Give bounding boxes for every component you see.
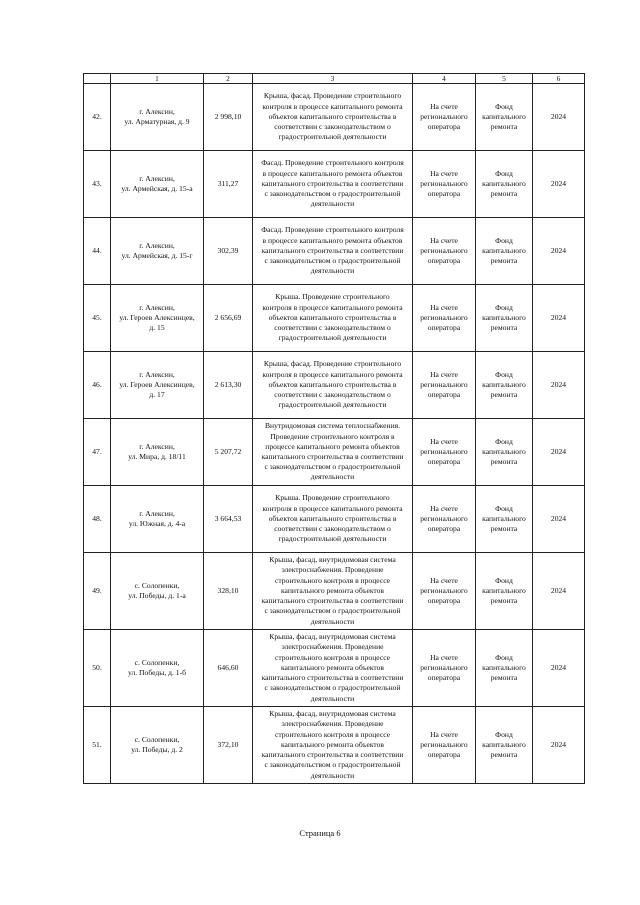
funding-source-cell <box>413 630 476 707</box>
work-description-cell-line: Крыша, фасад. Проведение строительного <box>263 91 402 101</box>
work-description-cell-line: капитального строительства в соответствии <box>261 245 404 255</box>
fund-cell-line: ремонта <box>490 323 518 333</box>
address-cell <box>111 352 204 419</box>
funding-source-cell-line: оператора <box>427 524 461 534</box>
work-description-cell-line: капитального ремонта объектов <box>280 739 385 749</box>
address-cell <box>111 630 204 707</box>
fund-cell-line: Фонд <box>495 575 513 585</box>
row-number: 45. <box>84 285 111 352</box>
work-description-cell-line: с законодательством о градостроительной <box>264 462 401 472</box>
funding-source-cell-line: регионального <box>420 446 468 456</box>
funding-source-cell-line: На счете <box>430 729 458 739</box>
work-description-cell-line: Фасад. Проведение строительного контроля <box>261 158 404 168</box>
fund-cell <box>476 352 533 419</box>
fund-cell-line: Фонд <box>495 302 513 312</box>
work-description-cell-line: Крыша, фасад, внутридомовая система <box>269 709 396 719</box>
row-number: 46. <box>84 352 111 419</box>
table-row <box>84 84 585 151</box>
funding-source-cell-line: оператора <box>427 390 461 400</box>
work-description-cell-line: с законодательством о градостроительной <box>264 256 401 266</box>
address-cell-line: ул. Героев Алексинцев, <box>119 312 195 322</box>
work-description-cell-line: с законодательством о градостроительной <box>264 189 401 199</box>
header-cell: 1 <box>111 74 204 84</box>
header-cell: 2 <box>204 74 253 84</box>
work-description-cell-line: деятельности <box>310 472 355 482</box>
work-description-cell-line: Крыша, фасад, внутридомовая система <box>269 632 396 642</box>
work-description-cell-line: объектов капитального строительства в <box>268 379 397 389</box>
work-description-cell-line: капитального строительства в соответствии <box>261 673 404 683</box>
funding-source-cell-line: оператора <box>427 457 461 467</box>
work-description-cell <box>253 486 413 553</box>
funding-source-cell-line: оператора <box>427 596 461 606</box>
work-description-cell-line: градостроительной деятельности <box>278 333 387 343</box>
address-cell-line: с. Солопенки, <box>134 734 180 744</box>
year-cell: 2024 <box>533 707 585 784</box>
year-cell: 2024 <box>533 151 585 218</box>
row-number: 42. <box>84 84 111 151</box>
year-cell: 2024 <box>533 630 585 707</box>
funding-source-cell-line: регионального <box>420 662 468 672</box>
work-description-cell <box>253 630 413 707</box>
work-description-cell-line: Фасад. Проведение строительного контроля <box>261 225 404 235</box>
fund-cell-line: капитального <box>482 245 526 255</box>
funding-source-cell-line: На счете <box>430 302 458 312</box>
cost-cell: 372,10 <box>204 707 253 784</box>
work-description-cell-line: соответствии с законодательством о <box>274 323 391 333</box>
table-row <box>84 707 585 784</box>
address-cell <box>111 84 204 151</box>
fund-cell-line: капитального <box>482 379 526 389</box>
work-description-cell-line: строительного контроля в процессе <box>274 575 391 585</box>
work-description-cell-line: контроля в процессе капитального ремонта <box>262 302 403 312</box>
address-cell-line: ул. Победы, д. 1-б <box>128 668 186 677</box>
address-cell-line: ул. Южная, д. 4-а <box>128 519 186 528</box>
fund-cell <box>476 84 533 151</box>
row-number: 43. <box>84 151 111 218</box>
works-table <box>83 73 585 784</box>
work-description-cell-line: с законодательством о градостроительной <box>264 760 401 770</box>
fund-cell-line: Фонд <box>495 101 513 111</box>
row-number: 51. <box>84 707 111 784</box>
funding-source-cell-line: На счете <box>430 503 458 513</box>
funding-source-cell-line: оператора <box>427 256 461 266</box>
cost-cell: 2 998,10 <box>204 84 253 151</box>
address-cell <box>111 218 204 285</box>
fund-cell <box>476 553 533 630</box>
work-description-cell-line: объектов капитального строительства в <box>268 111 397 121</box>
fund-cell-line: капитального <box>482 662 526 672</box>
year-cell: 2024 <box>533 285 585 352</box>
table-row <box>84 218 585 285</box>
address-cell-line: ул. Арматурная, д. 9 <box>124 117 190 126</box>
table-row <box>84 630 585 707</box>
address-cell <box>111 553 204 630</box>
fund-cell-line: ремонта <box>490 750 518 760</box>
table-row <box>84 419 585 486</box>
address-cell-line: ул. Героев Алексинцев, <box>119 379 195 389</box>
header-cell: 4 <box>413 74 476 84</box>
work-description-cell-line: градостроительной деятельности <box>278 534 387 544</box>
funding-source-cell <box>413 352 476 419</box>
funding-source-cell <box>413 151 476 218</box>
address-cell-line: г. Алексин, <box>139 369 175 379</box>
cost-cell: 302,39 <box>204 218 253 285</box>
fund-cell <box>476 285 533 352</box>
work-description-cell-line: в процессе капитального ремонта объектов <box>262 235 403 245</box>
fund-cell <box>476 486 533 553</box>
cost-cell: 328,10 <box>204 553 253 630</box>
year-cell: 2024 <box>533 419 585 486</box>
funding-source-cell <box>413 553 476 630</box>
address-cell-line: д. 15 <box>149 323 165 333</box>
funding-source-cell-line: оператора <box>427 189 461 199</box>
funding-source-cell-line: регионального <box>420 513 468 523</box>
fund-cell-line: ремонта <box>490 390 518 400</box>
fund-cell-line: Фонд <box>495 235 513 245</box>
work-description-cell <box>253 84 413 151</box>
header-row <box>84 74 585 84</box>
funding-source-cell <box>413 218 476 285</box>
funding-source-cell-line: На счете <box>430 101 458 111</box>
fund-cell-line: ремонта <box>490 524 518 534</box>
header-cell: 6 <box>533 74 585 84</box>
address-cell-line: ул. Армейская, д. 15-а <box>121 184 193 193</box>
funding-source-cell-line: оператора <box>427 323 461 333</box>
fund-cell-line: капитального <box>482 585 526 595</box>
work-description-cell-line: процессе капитального ремонта объектов <box>265 441 400 451</box>
row-number: 44. <box>84 218 111 285</box>
work-description-cell-line: электроснабжения. Проведение <box>281 719 384 729</box>
work-description-cell-line: деятельности <box>310 266 355 276</box>
funding-source-cell <box>413 486 476 553</box>
work-description-cell <box>253 285 413 352</box>
address-cell-line: г. Алексин, <box>139 441 175 451</box>
work-description-cell-line: Крыша, фасад. Проведение строительного <box>263 359 402 369</box>
work-description-cell-line: деятельности <box>310 616 355 626</box>
work-description-cell-line: капитального ремонта объектов <box>280 662 385 672</box>
work-description-cell-line: электроснабжения. Проведение <box>281 565 384 575</box>
cost-cell: 2 613,30 <box>204 352 253 419</box>
fund-cell-line: ремонта <box>490 673 518 683</box>
fund-cell-line: капитального <box>482 111 526 121</box>
address-cell-line: ул. Армейская, д. 15-г <box>121 251 193 260</box>
work-description-cell-line: капитального строительства в соответствии <box>261 750 404 760</box>
funding-source-cell-line: На счете <box>430 652 458 662</box>
address-cell-line: с. Солопенки, <box>134 657 180 667</box>
work-description-cell-line: капитального строительства в соответствии <box>261 596 404 606</box>
funding-source-cell-line: На счете <box>430 168 458 178</box>
work-description-cell-line: соответствии с законодательством о <box>274 122 391 132</box>
funding-source-cell-line: оператора <box>427 750 461 760</box>
funding-source-cell <box>413 84 476 151</box>
address-cell-line: ул. Победы, д. 1-а <box>128 591 186 600</box>
fund-cell <box>476 151 533 218</box>
year-cell: 2024 <box>533 486 585 553</box>
work-description-cell-line: объектов капитального строительства в <box>268 513 397 523</box>
work-description-cell-line: капитального строительства в соответствии <box>261 178 404 188</box>
funding-source-cell-line: регионального <box>420 585 468 595</box>
funding-source-cell-line: регионального <box>420 312 468 322</box>
work-description-cell <box>253 707 413 784</box>
fund-cell-line: Фонд <box>495 503 513 513</box>
funding-source-cell-line: регионального <box>420 379 468 389</box>
address-cell-line: г. Алексин, <box>139 173 175 183</box>
header-cell-blank <box>84 74 111 84</box>
fund-cell-line: капитального <box>482 312 526 322</box>
fund-cell <box>476 419 533 486</box>
fund-cell-line: ремонта <box>490 122 518 132</box>
work-description-cell-line: деятельности <box>310 199 355 209</box>
address-cell-line: с. Солопенки, <box>134 580 180 590</box>
funding-source-cell-line: регионального <box>420 111 468 121</box>
row-number: 49. <box>84 553 111 630</box>
work-description-cell-line: градостроительной деятельности <box>278 400 387 410</box>
funding-source-cell-line: регионального <box>420 178 468 188</box>
address-cell <box>111 707 204 784</box>
address-cell-line: ул. Мира, д. 18/11 <box>128 452 186 461</box>
work-description-cell-line: соответствии с законодательством о <box>274 524 391 534</box>
header-cell: 3 <box>253 74 413 84</box>
work-description-cell-line: Крыша. Проведение строительного <box>275 292 390 302</box>
work-description-cell <box>253 553 413 630</box>
funding-source-cell <box>413 707 476 784</box>
funding-source-cell-line: оператора <box>427 122 461 132</box>
fund-cell-line: ремонта <box>490 189 518 199</box>
address-cell-line: г. Алексин, <box>139 106 175 116</box>
address-cell-line: ул. Победы, д. 2 <box>131 745 183 754</box>
work-description-cell-line: строительного контроля в процессе <box>274 652 391 662</box>
cost-cell: 311,27 <box>204 151 253 218</box>
table-row <box>84 285 585 352</box>
work-description-cell-line: строительного контроля в процессе <box>274 729 391 739</box>
fund-cell-line: Фонд <box>495 168 513 178</box>
cost-cell: 2 656,69 <box>204 285 253 352</box>
work-description-cell-line: деятельности <box>310 693 355 703</box>
address-cell-line: г. Алексин, <box>139 508 175 518</box>
address-cell <box>111 419 204 486</box>
funding-source-cell-line: оператора <box>427 673 461 683</box>
work-description-cell-line: капитального строительства в соответствии <box>261 452 404 461</box>
cost-cell: 5 207,72 <box>204 419 253 486</box>
work-description-cell-line: в процессе капитального ремонта объектов <box>262 168 403 178</box>
work-description-cell-line: Проведение строительного контроля в <box>270 431 395 441</box>
work-description-cell <box>253 151 413 218</box>
work-description-cell-line: электроснабжения. Проведение <box>281 642 384 652</box>
work-description-cell-line: Внутридомовая система теплоснабжения. <box>264 421 401 431</box>
work-description-cell-line: контроля в процессе капитального ремонта <box>262 369 403 379</box>
fund-cell <box>476 707 533 784</box>
address-cell-line: г. Алексин, <box>139 302 175 312</box>
work-description-cell <box>253 419 413 486</box>
work-description-cell-line: деятельности <box>310 770 355 780</box>
fund-cell <box>476 218 533 285</box>
fund-cell-line: Фонд <box>495 369 513 379</box>
fund-cell-line: Фонд <box>495 436 513 446</box>
funding-source-cell-line: регионального <box>420 739 468 749</box>
work-description-cell-line: с законодательством о градостроительной <box>264 683 401 693</box>
fund-cell-line: Фонд <box>495 729 513 739</box>
work-description-cell-line: контроля в процессе капитального ремонта <box>262 503 403 513</box>
work-description-cell-line: капитального ремонта объектов <box>280 585 385 595</box>
funding-source-cell <box>413 419 476 486</box>
work-description-cell-line: градостроительной деятельности <box>278 132 387 142</box>
cost-cell: 3 664,53 <box>204 486 253 553</box>
work-description-cell-line: Крыша. Проведение строительного <box>275 493 390 503</box>
work-description-cell-line: Крыша, фасад, внутридомовая система <box>269 555 396 565</box>
funding-source-cell-line: На счете <box>430 436 458 446</box>
funding-source-cell-line: На счете <box>430 369 458 379</box>
row-number: 48. <box>84 486 111 553</box>
row-number: 47. <box>84 419 111 486</box>
year-cell: 2024 <box>533 553 585 630</box>
address-cell <box>111 151 204 218</box>
year-cell: 2024 <box>533 84 585 151</box>
address-cell <box>111 486 204 553</box>
funding-source-cell-line: На счете <box>430 235 458 245</box>
work-description-cell-line: соответствии с законодательством о <box>274 390 391 400</box>
funding-source-cell <box>413 285 476 352</box>
address-cell <box>111 285 204 352</box>
address-cell-line: г. Алексин, <box>139 240 175 250</box>
fund-cell-line: капитального <box>482 513 526 523</box>
year-cell: 2024 <box>533 352 585 419</box>
work-description-cell-line: объектов капитального строительства в <box>268 312 397 322</box>
fund-cell-line: капитального <box>482 739 526 749</box>
funding-source-cell-line: регионального <box>420 245 468 255</box>
table-row <box>84 151 585 218</box>
work-description-cell-line: контроля в процессе капитального ремонта <box>262 101 403 111</box>
table-row <box>84 486 585 553</box>
page-footer: Страница 6 <box>299 828 341 838</box>
header-cell: 5 <box>476 74 533 84</box>
cost-cell: 646,60 <box>204 630 253 707</box>
work-description-cell <box>253 218 413 285</box>
work-description-cell-line: с законодательством о градостроительной <box>264 606 401 616</box>
table-row <box>84 352 585 419</box>
fund-cell-line: ремонта <box>490 457 518 467</box>
year-cell: 2024 <box>533 218 585 285</box>
fund-cell-line: ремонта <box>490 256 518 266</box>
row-number: 50. <box>84 630 111 707</box>
address-cell-line: д. 17 <box>149 390 165 400</box>
fund-cell-line: капитального <box>482 178 526 188</box>
fund-cell-line: капитального <box>482 446 526 456</box>
funding-source-cell-line: На счете <box>430 575 458 585</box>
work-description-cell <box>253 352 413 419</box>
table-row <box>84 553 585 630</box>
fund-cell-line: Фонд <box>495 652 513 662</box>
fund-cell <box>476 630 533 707</box>
fund-cell-line: ремонта <box>490 596 518 606</box>
